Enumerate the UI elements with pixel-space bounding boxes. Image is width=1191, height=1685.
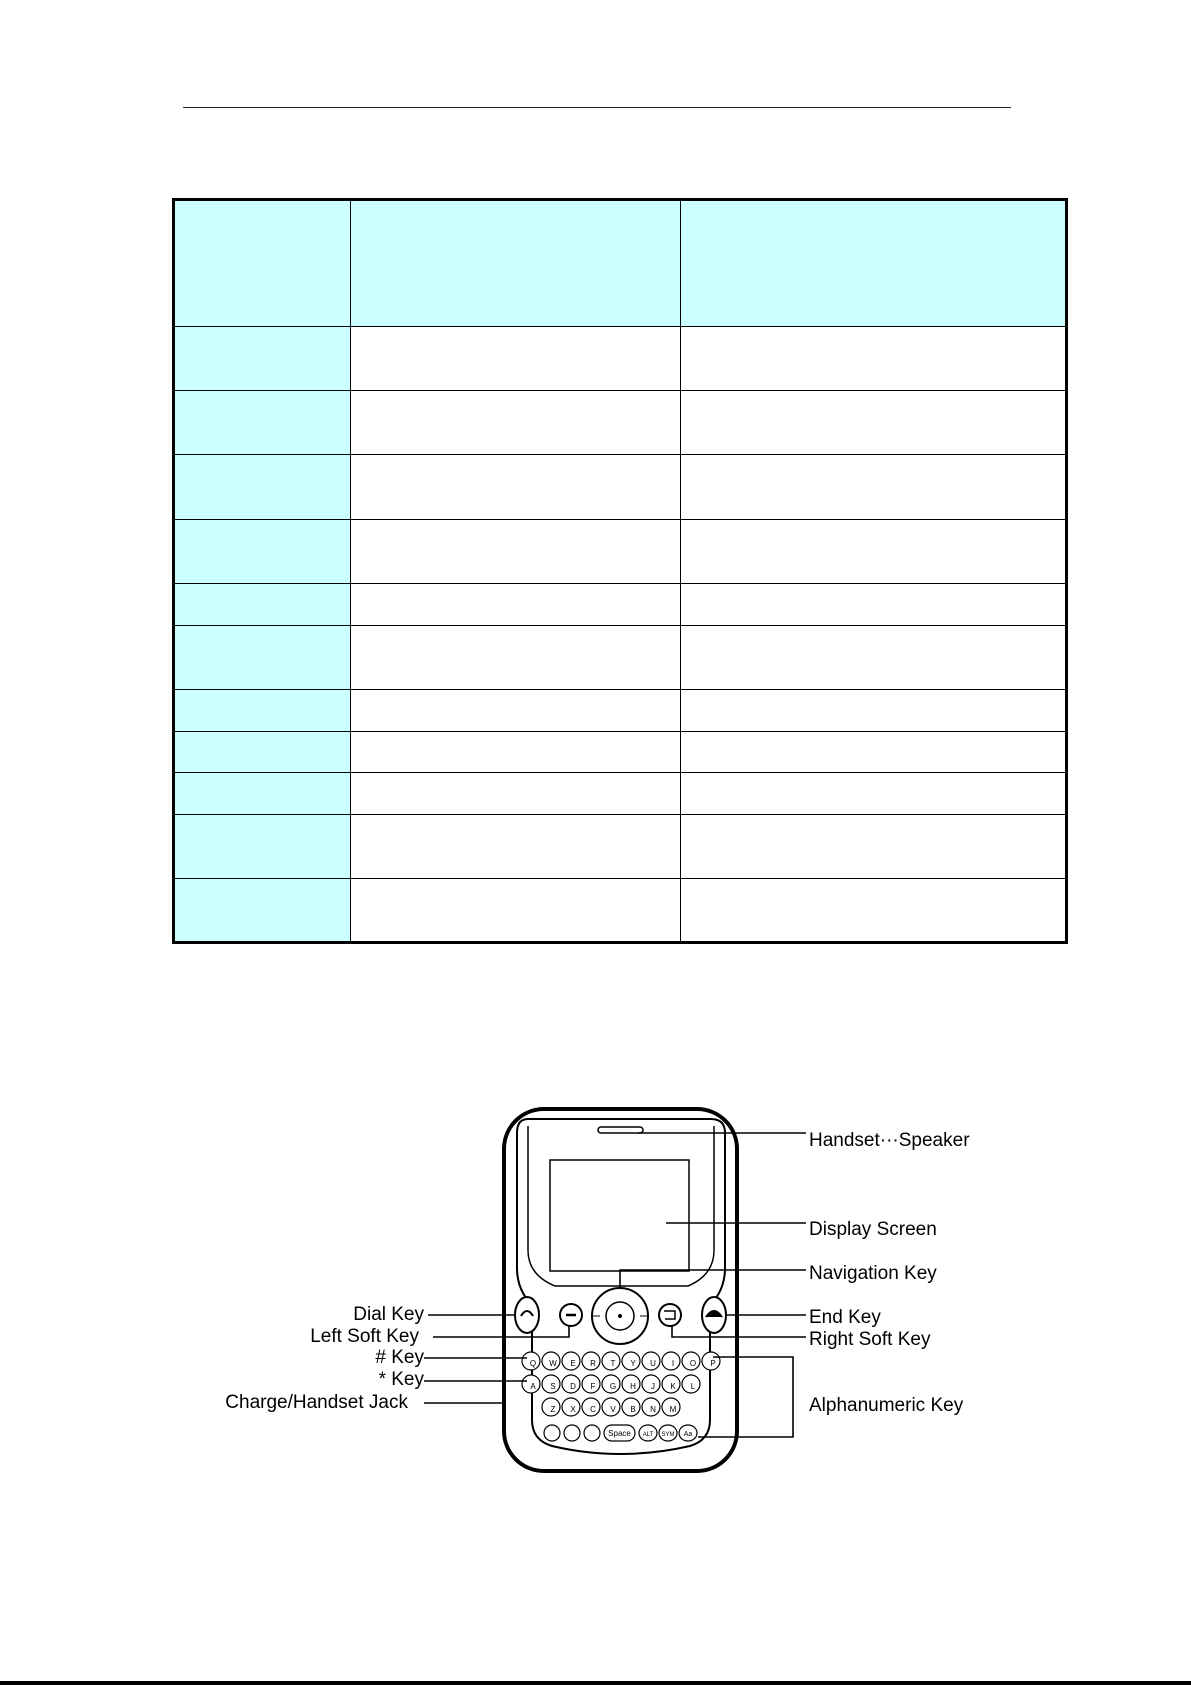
- label-end-key: End Key: [809, 1307, 881, 1328]
- aa-key-label: Aa: [683, 1431, 693, 1438]
- keyboard-key-letter: V: [610, 1405, 616, 1414]
- speaker-slot: [598, 1127, 643, 1133]
- keyboard-key-letter: F: [590, 1382, 596, 1391]
- keyboard-key-letter: C: [590, 1405, 596, 1414]
- right-soft-key: [659, 1304, 681, 1326]
- keyboard-key-letter: O: [689, 1359, 697, 1368]
- keyboard-key: [584, 1425, 600, 1441]
- keyboard-key-letter: X: [570, 1405, 576, 1414]
- keyboard-key-letter: Y: [630, 1359, 636, 1368]
- label-hash-key: # Key: [375, 1347, 424, 1368]
- sym-key-label: SYM: [661, 1432, 675, 1438]
- keyboard-key-letter: G: [609, 1382, 617, 1391]
- dial-key: [515, 1297, 539, 1333]
- bottom-rule: [0, 1681, 1191, 1685]
- keyboard-key-letter: J: [651, 1382, 655, 1391]
- label-charge-handset-jack: Charge/Handset Jack: [225, 1392, 408, 1413]
- keyboard-key-letter: S: [550, 1382, 556, 1391]
- keyboard-key-letter: H: [630, 1382, 636, 1391]
- label-left-soft-key: Left Soft Key: [310, 1326, 419, 1347]
- keyboard-key-letter: Z: [550, 1405, 556, 1414]
- keyboard-key-letter: E: [570, 1359, 576, 1368]
- alt-key-label: ALT: [642, 1432, 654, 1438]
- keyboard-key-letter: T: [610, 1359, 616, 1368]
- keyboard-key-letter: N: [650, 1405, 656, 1414]
- keyboard-key-letter: L: [690, 1382, 696, 1391]
- keyboard-key-letter: K: [670, 1382, 676, 1391]
- label-navigation-key: Navigation Key: [809, 1263, 937, 1284]
- keyboard-key-letter: R: [590, 1359, 596, 1368]
- keyboard-key-letter: P: [710, 1359, 716, 1368]
- label-alphanumeric-key: Alphanumeric Key: [809, 1395, 964, 1416]
- navigation-key-dot: [618, 1314, 622, 1318]
- keyboard-key: [544, 1425, 560, 1441]
- keyboard-key-letter: M: [669, 1405, 677, 1414]
- display-screen: [550, 1160, 689, 1271]
- label-right-soft-key: Right Soft Key: [809, 1329, 931, 1350]
- keyboard-key-letter: A: [530, 1382, 536, 1391]
- space-key-label: Space: [608, 1429, 631, 1438]
- keyboard-key-letter: Q: [529, 1359, 537, 1368]
- label-handset-speaker: Handset···Speaker: [809, 1130, 970, 1151]
- keyboard-key-letter: W: [549, 1359, 557, 1368]
- keyboard-key: [564, 1425, 580, 1441]
- label-dial-key: Dial Key: [353, 1304, 424, 1325]
- keyboard-key-letter: B: [630, 1405, 636, 1414]
- label-star-key: * Key: [378, 1369, 424, 1390]
- keyboard-key-letter: U: [650, 1359, 656, 1368]
- label-display-screen: Display Screen: [809, 1219, 937, 1240]
- keyboard-key-letter: D: [570, 1382, 576, 1391]
- keyboard-key-letter: I: [671, 1359, 675, 1368]
